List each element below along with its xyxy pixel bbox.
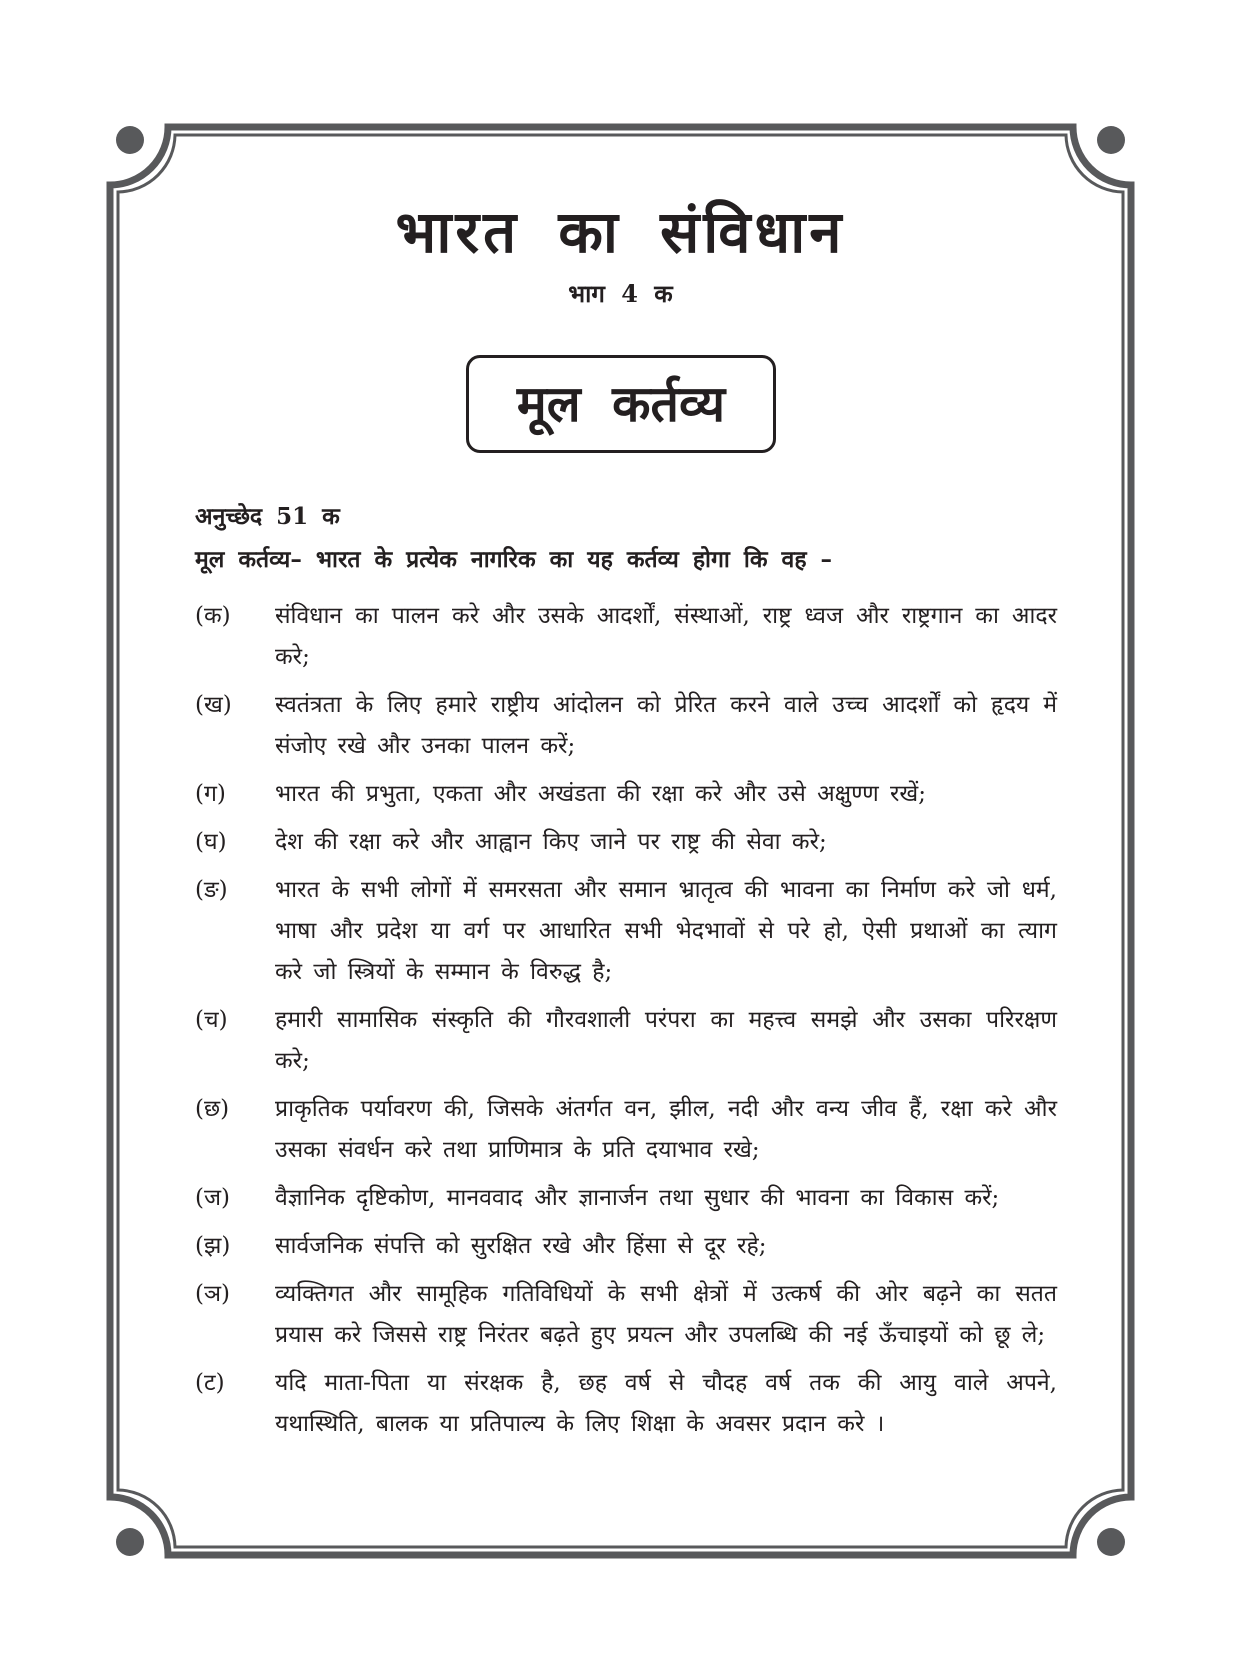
duty-text: स्वतंत्रता के लिए हमारे राष्ट्रीय आंदोलन को प्रेरित करने वाले उच्च आदर्शों को हृदय में संजोए रखे और उनका पालन करें;	[275, 692, 1057, 759]
duty-item	[195, 774, 1057, 815]
corner-dot-top-left-icon	[116, 126, 144, 154]
duty-marker: (ख)	[195, 692, 232, 718]
article-number: अनुच्छेद 51 क	[195, 503, 340, 530]
duty-text: संविधान का पालन करे और उसके आदर्शों, संस्थाओं, राष्ट्र ध्वज और राष्ट्रगान का आदर करे;	[275, 603, 1057, 670]
duty-marker: (ज)	[195, 1185, 231, 1211]
duty-marker: (ञ)	[195, 1281, 231, 1307]
duty-item	[195, 1000, 1057, 1082]
duty-item	[195, 870, 1057, 993]
duty-text: व्यक्तिगत और सामूहिक गतिविधियों के सभी क्षेत्रों में उत्कर्ष की ओर बढ़ने का सतत प्रयास करे जिससे राष्ट्र निरंतर बढ़ते हुए प्रयत्न और उपलब्धि की नई ऊँचाइयों को छू ले;	[275, 1281, 1057, 1348]
corner-dot-bottom-right-icon	[1097, 1528, 1125, 1556]
duty-text: यदि माता-पिता या संरक्षक है, छह वर्ष से चौदह वर्ष तक की आयु वाले अपने, यथास्थिति, बालक या प्रतिपाल्य के लिए शिक्षा के अवसर प्रदान करे ।	[275, 1370, 1057, 1437]
duty-item	[195, 1089, 1057, 1171]
duty-text: देश की रक्षा करे और आह्वान किए जाने पर राष्ट्र की सेवा करे;	[275, 829, 827, 855]
duty-item	[195, 1274, 1057, 1356]
intro-statement: मूल कर्तव्य– भारत के प्रत्येक नागरिक का यह कर्तव्य होगा कि वह –	[195, 546, 833, 573]
section-heading-box	[466, 355, 776, 453]
duty-item	[195, 685, 1057, 767]
duty-text: भारत के सभी लोगों में समरसता और समान भ्रातृत्व की भावना का निर्माण करे जो धर्म, भाषा और प्रदेश या वर्ग पर आधारित सभी भेदभावों से परे हो, ऐसी प्रथाओं का त्याग करे जो स्त्रियों के सम्मान के विरुद्ध है;	[275, 877, 1057, 985]
duty-text: भारत की प्रभुता, एकता और अखंडता की रक्षा करे और उसे अक्षुण्ण रखें;	[275, 781, 926, 807]
duty-marker: (घ)	[195, 829, 227, 855]
duty-item	[195, 1226, 1057, 1267]
duty-marker: (क)	[195, 603, 231, 629]
duty-item	[195, 1363, 1057, 1445]
duty-marker: (ग)	[195, 781, 226, 807]
duty-marker: (झ)	[195, 1233, 231, 1259]
duty-item	[195, 822, 1057, 863]
section-heading: मूल कर्तव्य	[516, 374, 726, 433]
corner-dot-top-right-icon	[1097, 126, 1125, 154]
duty-text: हमारी सामासिक संस्कृति की गौरवशाली परंपरा का महत्त्व समझे और उसका परिरक्षण करे;	[275, 1007, 1057, 1074]
duty-text: सार्वजनिक संपत्ति को सुरक्षित रखे और हिंसा से दूर रहे;	[275, 1233, 767, 1259]
duty-marker: (च)	[195, 1007, 228, 1033]
page-title: भारत का संविधान	[395, 198, 846, 266]
duty-text: प्राकृतिक पर्यावरण की, जिसके अंतर्गत वन, झील, नदी और वन्य जीव हैं, रक्षा करे और उसका संवर्धन करे तथा प्राणिमात्र के प्रति दयाभाव रखे;	[275, 1096, 1057, 1163]
duty-text: वैज्ञानिक दृष्टिकोण, मानववाद और ज्ञानार्जन तथा सुधार की भावना का विकास करें;	[275, 1185, 1000, 1211]
duty-marker: (छ)	[195, 1096, 230, 1122]
duty-marker: (ङ)	[195, 877, 228, 903]
duty-item	[195, 1178, 1057, 1219]
duty-item	[195, 596, 1057, 678]
part-subtitle: भाग 4 क	[568, 279, 673, 308]
duty-marker: (ट)	[195, 1370, 225, 1396]
corner-dot-bottom-left-icon	[116, 1528, 144, 1556]
duties-list	[195, 596, 1057, 1452]
